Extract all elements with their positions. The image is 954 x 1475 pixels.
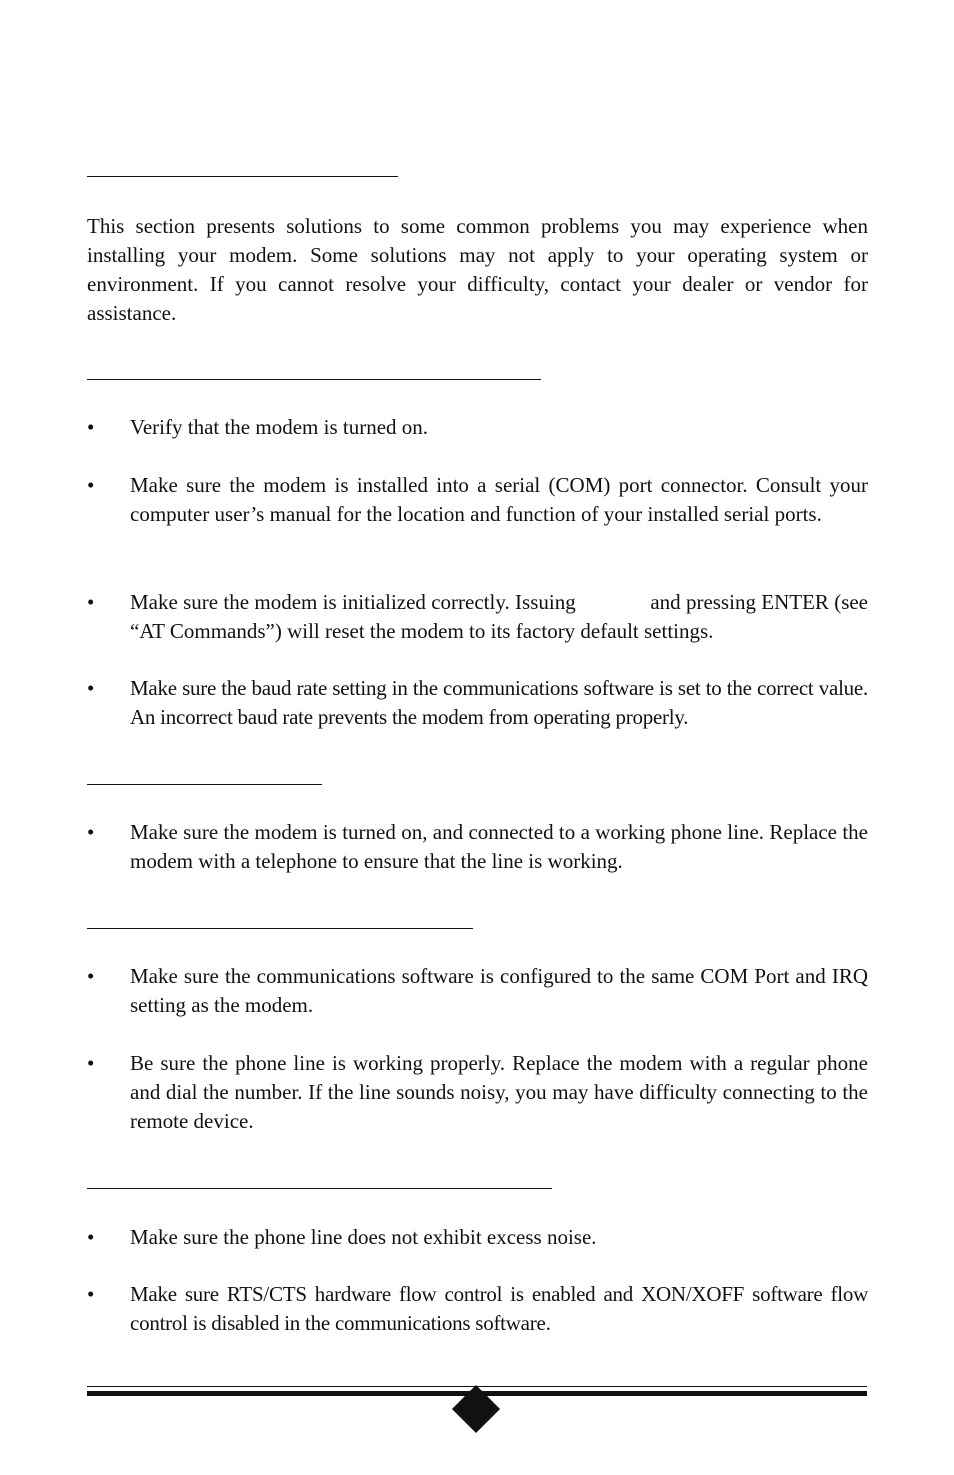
bullet-glyph: • [87,820,95,844]
bullet-glyph: • [87,473,95,497]
bullet-text: Make sure the baud rate setting in the communications software is set to the correct value. An incorrect baud rate prevents the modem from operating properly. [130,676,868,729]
bullet-item [87,471,868,529]
bullet-text: Be sure the phone line is working properly. Replace the modem with a regular phone and dial the number. If the line sounds noisy, you may have difficulty connecting to the remote device. [130,1051,868,1133]
bullet-glyph: • [87,964,95,988]
bullet-text-part-before: Make sure the modem is initialized correctly. Issuing [130,590,576,614]
bullet-glyph: • [87,415,95,439]
bullet-text: Make sure the modem is turned on, and connected to a working phone line. Replace the modem with a telephone to ensure that the line is working. [130,820,868,873]
bullet-item [87,962,868,1020]
bullet-item [87,413,868,442]
bullet-item [87,1280,868,1338]
intro-paragraph: This section presents solutions to some common problems you may experience when installing your modem. Some solutions may not apply to your operating system or environment. If you cannot resolve your difficulty, contact your dealer or vendor for assistance. [87,214,868,325]
section-heading-rule-2 [87,784,322,785]
bullet-text: Make sure the modem is installed into a serial (COM) port connector. Consult your computer user’s manual for the location and function of your installed serial ports. [130,473,868,526]
bullet-glyph: • [87,676,95,700]
section-heading-rule-troubleshooting [87,176,398,177]
bullet-item [87,1223,868,1252]
section-heading-rule-4 [87,1188,552,1189]
bullet-text-part-after: and pressing ENTER (see “AT Commands”) will reset the modem to its factory default settings. [130,590,869,643]
section-heading-rule-1 [87,379,541,380]
bullet-text: Make sure the phone line does not exhibit excess noise. [130,1225,597,1249]
bullet-item [87,588,868,646]
bullet-text: Verify that the modem is turned on. [130,415,429,439]
bullet-glyph: • [87,1051,95,1075]
bullet-text [130,588,868,646]
bullet-glyph: • [87,590,95,614]
section-heading-rule-3 [87,928,473,929]
bullet-text: Make sure the communications software is configured to the same COM Port and IRQ setting as the modem. [130,964,868,1017]
bullet-glyph: • [87,1225,95,1249]
bullet-item [87,1049,868,1136]
bullet-item [87,674,868,732]
bullet-item [87,818,868,876]
bullet-glyph: • [87,1282,95,1306]
bullet-text: Make sure RTS/CTS hardware flow control is enabled and XON/XOFF software flow control is disabled in the communications software. [130,1282,868,1335]
